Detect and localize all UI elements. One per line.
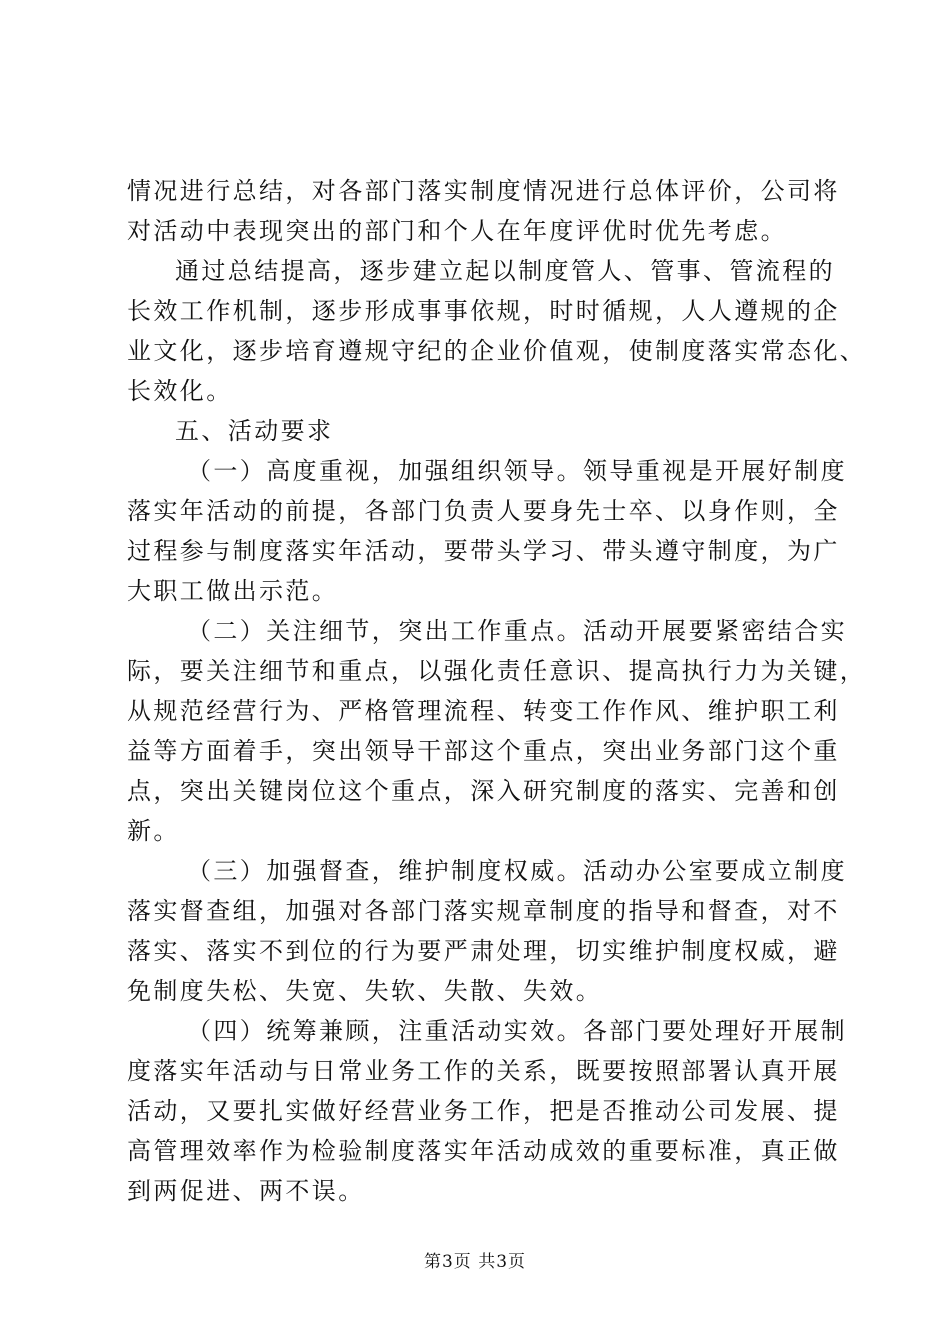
paragraph-line: 高管理效率作为检验制度落实年活动成效的重要标准，真正做 — [127, 1137, 840, 1165]
paragraph-line: 际，要关注细节和重点，以强化责任意识、提高执行力为关键， — [127, 657, 867, 685]
paragraph-line: 通过总结提高，逐步建立起以制度管人、管事、管流程的 — [175, 257, 835, 285]
paragraph-line: 大职工做出示范。 — [127, 577, 339, 605]
paragraph-line: 新。 — [127, 817, 180, 845]
paragraph-line: 过程参与制度落实年活动，要带头学习、带头遵守制度，为广 — [127, 537, 840, 565]
paragraph-line: 长效化。 — [127, 377, 233, 405]
paragraph-line: 免制度失松、失宽、失软、失散、失效。 — [127, 977, 603, 1005]
paragraph-line: 对活动中表现突出的部门和个人在年度评优时优先考虑。 — [127, 217, 787, 245]
paragraph-line: （二）关注细节，突出工作重点。活动开展要紧密结合实 — [187, 617, 847, 645]
paragraph-line: 到两促进、两不误。 — [127, 1177, 365, 1205]
paragraph-line: （三）加强督查，维护制度权威。活动办公室要成立制度 — [187, 857, 847, 885]
page-footer — [0, 1247, 950, 1272]
paragraph-line: 益等方面着手，突出领导干部这个重点，突出业务部门这个重 — [127, 737, 840, 765]
paragraph-line: 点，突出关键岗位这个重点，深入研究制度的落实、完善和创 — [127, 777, 840, 805]
body-text — [127, 171, 867, 1211]
paragraph-line: 落实、落实不到位的行为要严肃处理，切实维护制度权威，避 — [127, 937, 840, 965]
section-heading: 五、活动要求 — [175, 417, 334, 445]
paragraph-line: 落实督查组，加强对各部门落实规章制度的指导和督查，对不 — [127, 897, 840, 925]
paragraph-line: 长效工作机制，逐步形成事事依规，时时循规，人人遵规的企 — [127, 297, 840, 325]
paragraph-line: 业文化，逐步培育遵规守纪的企业价值观，使制度落实常态化、 — [127, 337, 867, 365]
paragraph-line: 落实年活动的前提，各部门负责人要身先士卒、以身作则，全 — [127, 497, 840, 525]
paragraph-line: （四）统筹兼顾，注重活动实效。各部门要处理好开展制 — [187, 1017, 847, 1045]
paragraph-line: 度落实年活动与日常业务工作的关系，既要按照部署认真开展 — [127, 1057, 840, 1085]
paragraph-line: 活动，又要扎实做好经营业务工作，把是否推动公司发展、提 — [127, 1097, 840, 1125]
paragraph-line: 情况进行总结，对各部门落实制度情况进行总体评价，公司将 — [127, 177, 840, 205]
page-number: 第3页 共3页 — [423, 1252, 527, 1272]
paragraph-line: 从规范经营行为、严格管理流程、转变工作作风、维护职工利 — [127, 697, 840, 725]
paragraph-line: （一）高度重视，加强组织领导。领导重视是开展好制度 — [187, 457, 847, 485]
